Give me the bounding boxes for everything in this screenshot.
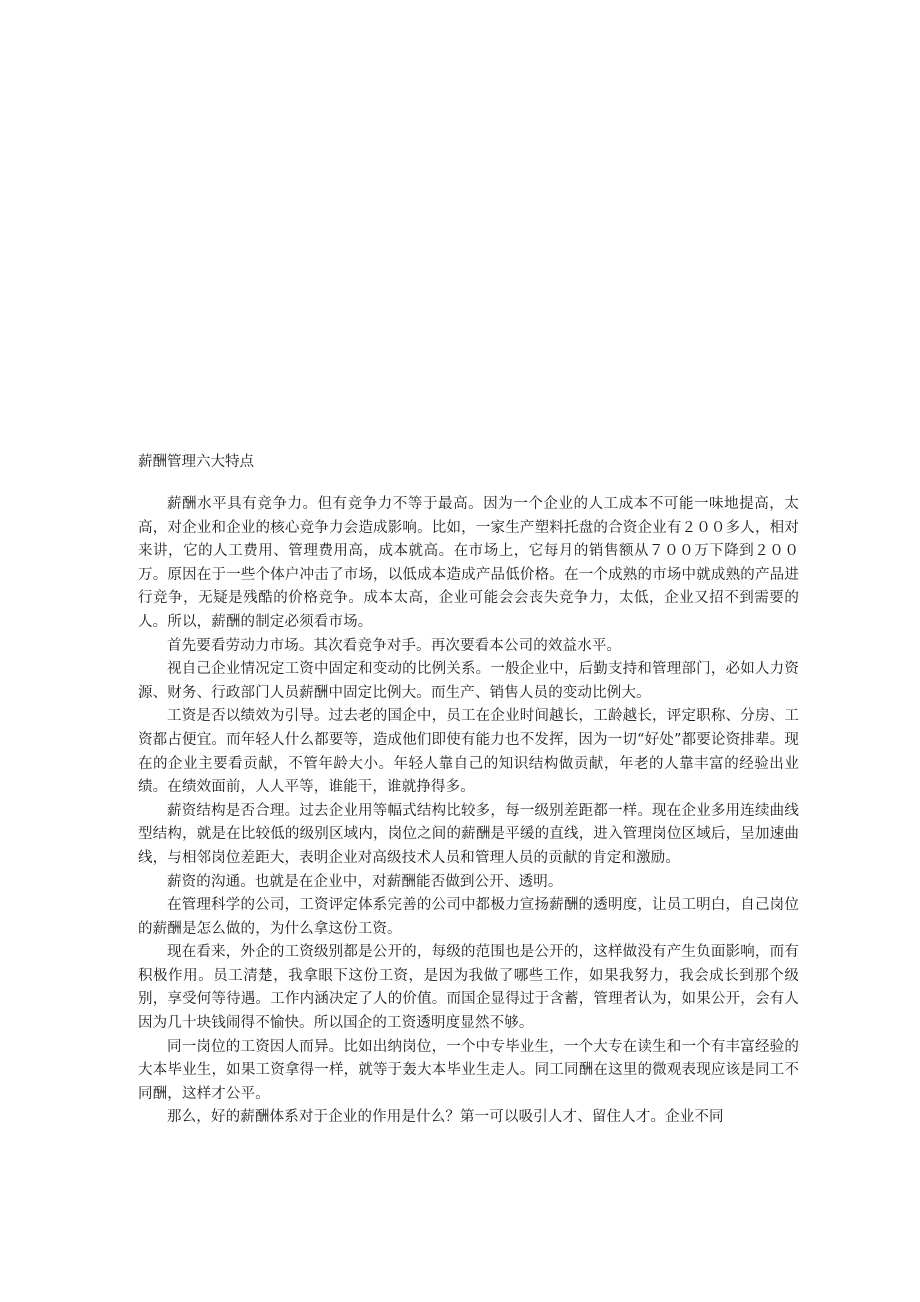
paragraph: 薪资结构是否合理。过去企业用等幅式结构比较多，每一级别差距都一样。现在企业多用连续曲线型结构，就是在比较低的级别区域内，岗位之间的薪酬是平缓的直线，进入管理岗位区域后，呈加速曲线，与相邻岗位差距大，表明企业对高级技术人员和管理人员的贡献的肯定和激励。 (138, 802, 799, 866)
paragraph: 薪资的沟通。也就是在企业中，对薪酬能否做到公开、透明。 (167, 873, 563, 890)
paragraph: 首先要看劳动力市场。其次看竞争对手。再次要看本公司的效益水平。 (167, 637, 622, 654)
paragraph: 在管理科学的公司，工资评定体系完善的公司中都极力宣扬薪酬的透明度，让员工明白，自己岗位的薪酬是怎么做的，为什么拿这份工资。 (138, 897, 799, 937)
paragraph: 现在看来，外企的工资级别都是公开的，每级的范围也是公开的，这样做没有产生负面影响，而有积极作用。员工清楚，我拿眼下这份工资，是因为我做了哪些工作，如果我努力，我会成长到那个级别，享受何等待遇。工作内涵决定了人的价值。而国企显得过于含蓄，管理者认为，如果公开，会有人因为几十块钱闹得不愉快。所以国企的工资透明度显然不够。 (138, 944, 799, 1032)
document-title: 薪酬管理六大特点 (138, 454, 254, 470)
paragraph: 同一岗位的工资因人而异。比如出纳岗位，一个中专毕业生，一个大专在读生和一个有丰富经验的大本毕业生，如果工资拿得一样，就等于轰大本毕业生走人。同工同酬在这里的微观表现应该是同工不同酬，这样才公平。 (138, 1038, 799, 1102)
paragraph: 工资是否以绩效为引导。过去老的国企中，员工在企业时间越长，工龄越长，评定职称、分房、工资都占便宜。而年轻人什么都要等，造成他们即使有能力也不发挥，因为一切“好处”都要论资排辈。现在的企业主要看贡献，不管年龄大小。年轻人靠自己的知识结构做贡献，年老的人靠丰富的经验出业绩。在绩效面前，人人平等，谁能干，谁就挣得多。 (138, 708, 799, 796)
paragraph: 视自己企业情况定工资中固定和变动的比例关系。一般企业中，后勤支持和管理部门，必如人力资源、财务、行政部门人员薪酬中固定比例大。而生产、销售人员的变动比例大。 (138, 661, 799, 701)
document-body (138, 493, 799, 1130)
paragraph: 那么，好的薪酬体系对于企业的作用是什么？第一可以吸引人才、留住人才。企业不同 (167, 1109, 724, 1126)
paragraph: 薪酬水平具有竞争力。但有竞争力不等于最高。因为一个企业的人工成本不可能一味地提高，太高，对企业和企业的核心竞争力会造成影响。比如，一家生产塑料托盘的合资企业有２００多人，相对来讲，它的人工费用、管理费用高，成本就高。在市场上，它每月的销售额从７００万下降到２００万。原因在于一些个体户冲击了市场，以低成本造成产品低价格。在一个成熟的市场中就成熟的产品进行竞争，无疑是残酷的价格竞争。成本太高，企业可能会会丧失竞争力，太低，企业又招不到需要的人。所以，薪酬的制定必须看市场。 (138, 496, 799, 630)
